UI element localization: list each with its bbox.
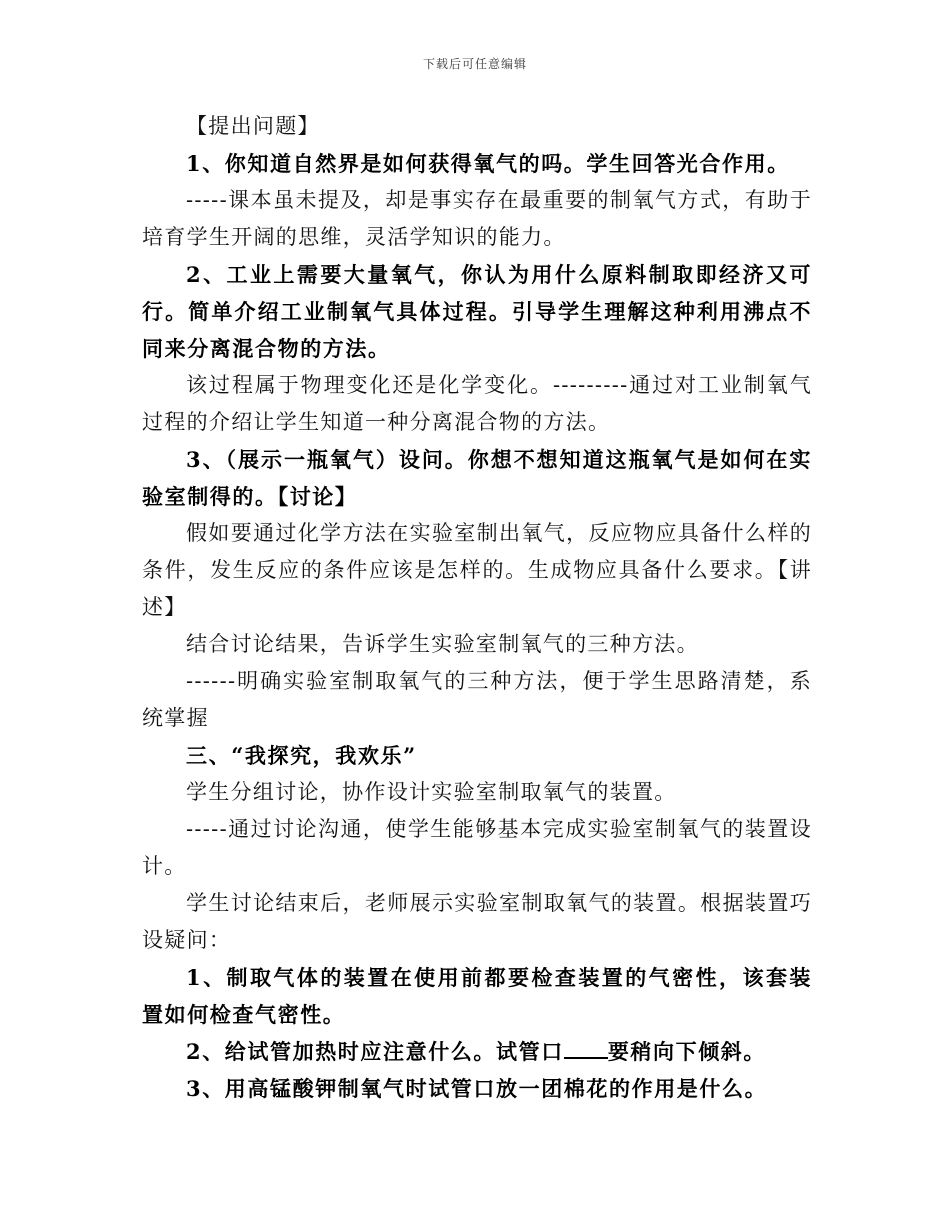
question-1: 1、你知道自然界是如何获得氧气的吗。学生回答光合作用。: [186, 151, 790, 176]
section-heading-raise-questions: 【提出问题】: [186, 114, 320, 138]
note-3: ------明确实验室制取氧气的三种方法，便于学生思路清楚，系统掌握: [142, 669, 812, 730]
note-1: -----课本虽未提及，却是事实存在最重要的制氧气方式，有助于培育学生开阔的思维，灵活学知识的能力。: [142, 188, 812, 249]
lecture-text: 结合讨论结果，告诉学生实验室制氧气的三种方法。: [186, 632, 699, 656]
section-heading-explore: 三、“我探究，我欢乐”: [186, 743, 417, 768]
note-2: 该过程属于物理变化还是化学变化。---------通过对工业制氧气过程的介绍让学生知道一种分离混合物的方法。: [142, 373, 812, 434]
apparatus-question-3: 3、用高锰酸钾制氧气时试管口放一团棉花的作用是什么。: [186, 1076, 768, 1101]
document-body: [142, 108, 812, 1107]
discussion-text: 假如要通过化学方法在实验室制出氧气，反应物应具备什么样的条件，发生反应的条件应该是怎样的。生成物应具备什么要求。【讲述】: [142, 521, 812, 619]
group-discussion-text: 学生分组讨论，协作设计实验室制取氧气的装置。: [186, 780, 677, 804]
apparatus-question-2-before: 2、给试管加热时应注意什么。试管口: [186, 1039, 564, 1064]
apparatus-question-1: 1、制取气体的装置在使用前都要检查装置的气密性，该套装置如何检查气密性。: [142, 965, 812, 1027]
apparatus-question-2-after: 要稍向下倾斜。: [607, 1039, 767, 1064]
question-2: 2、工业上需要大量氧气，你认为用什么原料制取即经济又可行。简单介绍工业制氧气具体过程。引导学生理解这种利用沸点不同来分离混合物的方法。: [142, 262, 812, 361]
fill-in-blank: [564, 1039, 608, 1059]
teacher-demo-text: 学生讨论结束后，老师展示实验室制取氧气的装置。根据装置巧设疑问：: [142, 891, 812, 952]
page-header: 下载后可任意编辑: [422, 57, 527, 71]
note-4: -----通过讨论沟通，使学生能够基本完成实验室制氧气的装置设计。: [142, 817, 812, 878]
apparatus-question-2: [142, 1033, 812, 1070]
question-3: 3、（展示一瓶氧气）设问。你想不想知道这瓶氧气是如何在实验室制得的。【讨论】: [142, 447, 812, 509]
